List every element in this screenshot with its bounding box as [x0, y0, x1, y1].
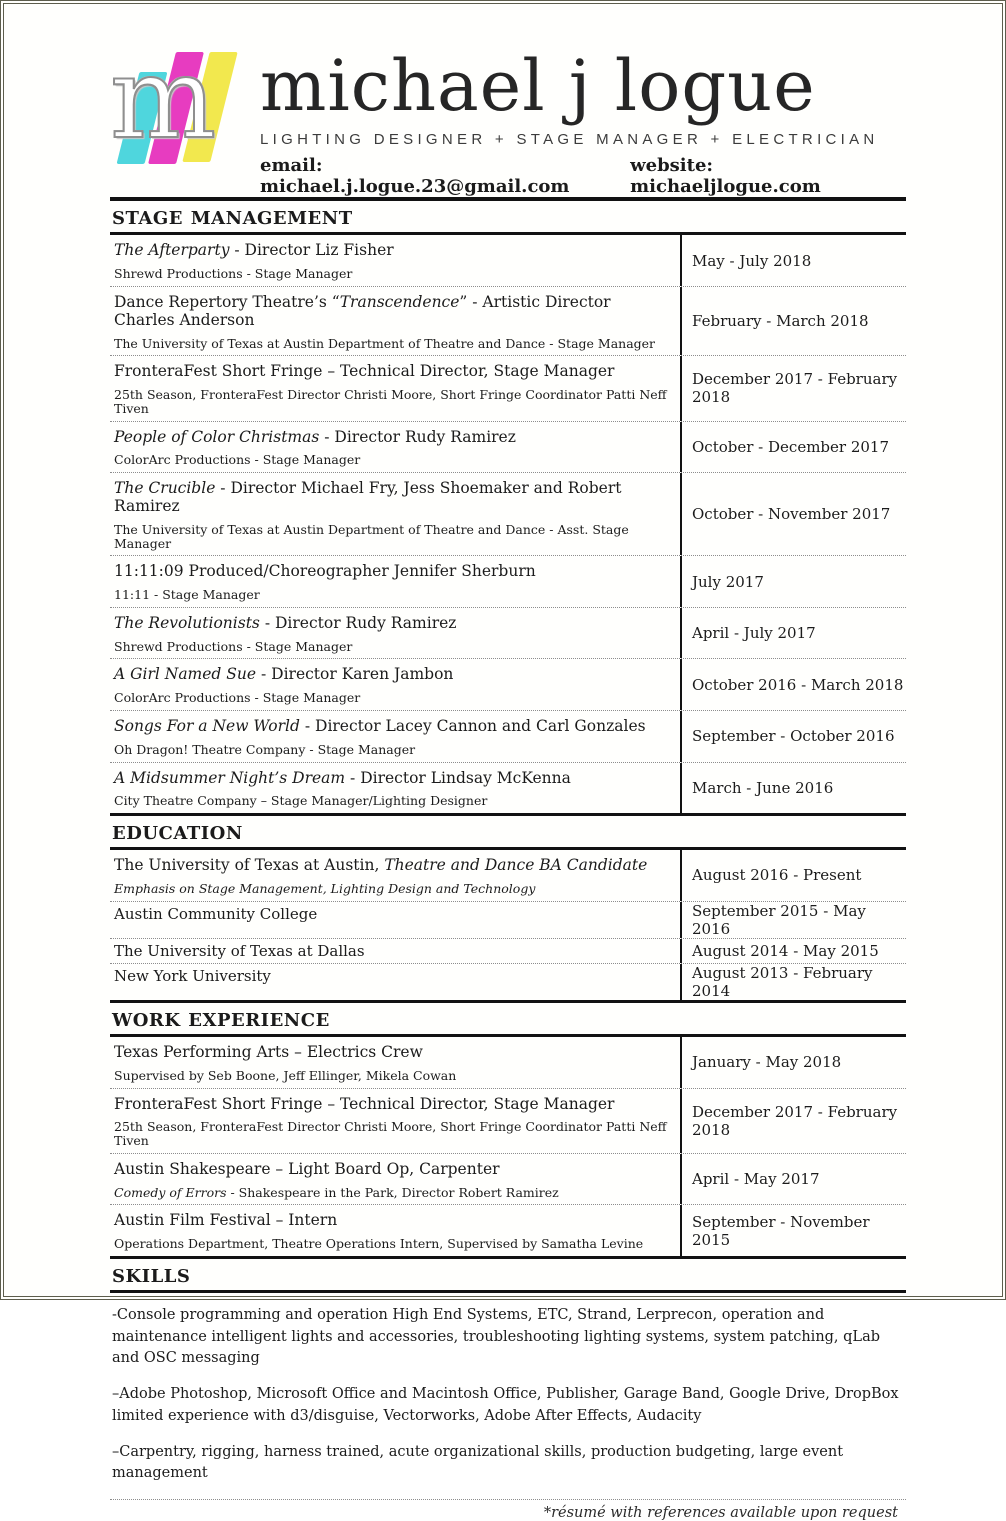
production-detail: 25th Season, FronteraFest Director Christi Moore, Short Fringe Coordinator Patti Neff Tiven — [114, 387, 667, 416]
stage-management-table — [110, 235, 906, 816]
date-range: April - July 2017 — [680, 608, 906, 659]
footer-note: *résumé with references available upon request — [110, 1499, 906, 1521]
stage-row — [110, 235, 906, 287]
date-range: December 2017 - February 2018 — [680, 356, 906, 420]
job-title: FronteraFest Short Fringe – Technical Director, Stage Manager — [114, 1094, 615, 1113]
date-range: September - November 2015 — [680, 1205, 906, 1256]
date-range: August 2016 - Present — [680, 850, 906, 901]
job-title: Austin Film Festival – Intern — [114, 1211, 338, 1230]
section-title-stage-management: STAGE MANAGEMENT — [112, 208, 353, 230]
education-table — [110, 850, 906, 1003]
production-detail: City Theatre Company – Stage Manager/Lighting Designer — [114, 793, 488, 809]
date-range: September 2015 - May 2016 — [680, 902, 906, 938]
skills-body — [110, 1293, 906, 1485]
logo-m-icon — [110, 34, 246, 168]
date-range: August 2013 - February 2014 — [680, 964, 906, 1000]
work-row — [110, 1205, 906, 1256]
education-row — [110, 850, 906, 902]
skill-item: –Carpentry, rigging, harness trained, acute organizational skills, production budgeting, large event management — [112, 1443, 844, 1482]
section-title-education: EDUCATION — [112, 823, 243, 845]
school-detail: Emphasis on Stage Management, Lighting Design and Technology — [114, 880, 536, 896]
work-experience-table — [110, 1037, 906, 1259]
date-range: May - July 2018 — [680, 235, 906, 286]
date-range: February - March 2018 — [680, 287, 906, 355]
production-title: Songs For a New World - Director Lacey Cannon and Carl Gonzales — [114, 717, 646, 736]
date-range: December 2017 - February 2018 — [680, 1089, 906, 1153]
stage-row — [110, 763, 906, 814]
stage-row — [110, 711, 906, 763]
production-detail: Oh Dragon! Theatre Company - Stage Manager — [114, 741, 416, 757]
stage-row — [110, 659, 906, 711]
education-row — [110, 964, 906, 1000]
production-detail: 11:11 - Stage Manager — [114, 587, 260, 603]
website-text: website: michaeljlogue.com — [630, 155, 821, 198]
stage-row — [110, 422, 906, 474]
stage-row — [110, 556, 906, 608]
job-detail: Supervised by Seb Boone, Jeff Ellinger, Mikela Cowan — [114, 1067, 457, 1083]
contact-row — [260, 155, 906, 197]
production-detail: The University of Texas at Austin Department of Theatre and Dance - Stage Manager — [114, 335, 656, 351]
production-title: Dance Repertory Theatre’s “Transcendence” - Artistic Director Charles Anderson — [114, 292, 611, 329]
production-title: A Girl Named Sue - Director Karen Jambon — [114, 665, 454, 684]
date-range: March - June 2016 — [680, 763, 906, 814]
stage-row — [110, 473, 906, 556]
date-range: July 2017 — [680, 556, 906, 607]
date-range: October - December 2017 — [680, 422, 906, 473]
work-row — [110, 1154, 906, 1206]
skill-item: –Adobe Photoshop, Microsoft Office and Macintosh Office, Publisher, Garage Band, Google Drive, DropBox limited experience with d3/disguise, Vectorworks, Adobe After Effects, Audacity — [112, 1386, 899, 1424]
production-title: The Revolutionists - Director Rudy Ramirez — [114, 613, 457, 632]
logo-letter: m — [110, 34, 217, 164]
production-title: The Crucible - Director Michael Fry, Jess Shoemaker and Robert Ramirez — [114, 479, 622, 516]
email-text: email: michael.j.logue.23@gmail.com — [260, 155, 570, 198]
page-frame — [3, 3, 1003, 1521]
education-row — [110, 939, 906, 964]
person-name: michael j logue — [260, 45, 816, 127]
job-title: Austin Shakespeare – Light Board Op, Carpenter — [114, 1159, 500, 1178]
stage-row — [110, 287, 906, 356]
date-range: October - November 2017 — [680, 473, 906, 555]
production-title: 11:11:09 Produced/Choreographer Jennifer Sherburn — [114, 562, 536, 581]
school-title: Austin Community College — [114, 904, 318, 923]
job-detail: 25th Season, FronteraFest Director Christi Moore, Short Fringe Coordinator Patti Neff Tiven — [114, 1119, 667, 1149]
header-text-block — [246, 45, 906, 198]
header-rule — [110, 197, 906, 201]
date-range: January - May 2018 — [680, 1037, 906, 1088]
production-detail: The University of Texas at Austin Department of Theatre and Dance - Asst. Stage Manager — [114, 521, 629, 551]
date-range: September - October 2016 — [680, 711, 906, 762]
stage-row — [110, 356, 906, 421]
school-title: The University of Texas at Austin, Theatre and Dance BA Candidate — [114, 856, 648, 875]
header — [110, 34, 906, 198]
school-title: The University of Texas at Dallas — [114, 941, 365, 960]
job-detail: Operations Department, Theatre Operations Intern, Supervised by Samatha Levine — [114, 1236, 644, 1252]
date-range: April - May 2017 — [680, 1154, 906, 1205]
section-title-work-experience: WORK EXPERIENCE — [112, 1009, 330, 1031]
section-title-skills: SKILLS — [112, 1265, 191, 1287]
production-title: The Afterparty - Director Liz Fisher — [114, 241, 394, 260]
stage-row — [110, 608, 906, 660]
skill-item: -Console programming and operation High End Systems, ETC, Strand, Lerprecon, operation and maintenance intelligent lights and accessories, troubleshooting lighting systems, system patching, qLab and OSC messaging — [112, 1306, 880, 1367]
work-row — [110, 1037, 906, 1089]
tagline: LIGHTING DESIGNER + STAGE MANAGER + ELECTRICIAN — [260, 131, 879, 149]
production-title: FronteraFest Short Fringe – Technical Director, Stage Manager — [114, 362, 615, 381]
production-detail: Shrewd Productions - Stage Manager — [114, 266, 353, 282]
work-row — [110, 1089, 906, 1154]
production-detail: ColorArc Productions - Stage Manager — [114, 452, 361, 468]
production-title: A Midsummer Night’s Dream - Director Lindsay McKenna — [114, 768, 571, 787]
date-range: August 2014 - May 2015 — [680, 939, 906, 963]
job-title: Texas Performing Arts – Electrics Crew — [114, 1042, 423, 1061]
content-area — [110, 4, 906, 1521]
production-detail: Shrewd Productions - Stage Manager — [114, 638, 353, 654]
education-row — [110, 902, 906, 939]
school-title: New York University — [114, 966, 271, 985]
production-detail: ColorArc Productions - Stage Manager — [114, 690, 361, 706]
date-range: October 2016 - March 2018 — [680, 659, 906, 710]
job-detail: Comedy of Errors - Shakespeare in the Park, Director Robert Ramirez — [114, 1184, 559, 1200]
production-title: People of Color Christmas - Director Rudy Ramirez — [114, 427, 516, 446]
